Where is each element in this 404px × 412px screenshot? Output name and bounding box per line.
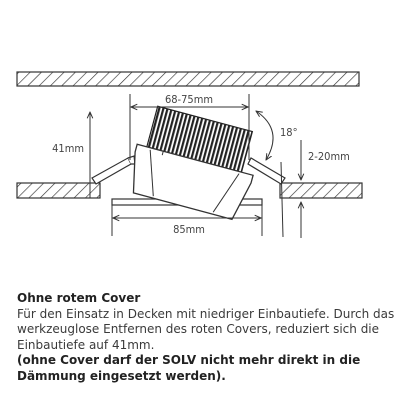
caption-title: Ohne rotem Cover — [17, 291, 141, 305]
left-spring-clip — [92, 156, 135, 184]
ceiling-board-right — [280, 183, 362, 198]
caption-body: Für den Einsatz in Decken mit niedriger Einbautiefe. Durch das werkzeuglose Entfernen des roten Covers, reduziert sich die Einbautiefe auf 41mm. — [17, 306, 395, 352]
dim-bezel-width-label: 85mm — [173, 223, 205, 236]
right-spring-clip — [248, 158, 285, 184]
dim-ceiling-thickness-label: 2-20mm — [308, 150, 350, 163]
caption — [17, 291, 397, 384]
dim-cutout-width-label: 68-75mm — [164, 93, 214, 106]
ceiling-board-left — [17, 183, 100, 198]
upper-ceiling-slab — [17, 72, 359, 86]
dim-tilt-label: 18° — [280, 126, 298, 139]
dim-tilt-arc — [256, 111, 273, 160]
caption-note: (ohne Cover darf der SOLV nicht mehr direkt in die Dämmung eingesetzt werden). — [17, 353, 361, 383]
dim-height-label: 41mm — [52, 142, 84, 155]
